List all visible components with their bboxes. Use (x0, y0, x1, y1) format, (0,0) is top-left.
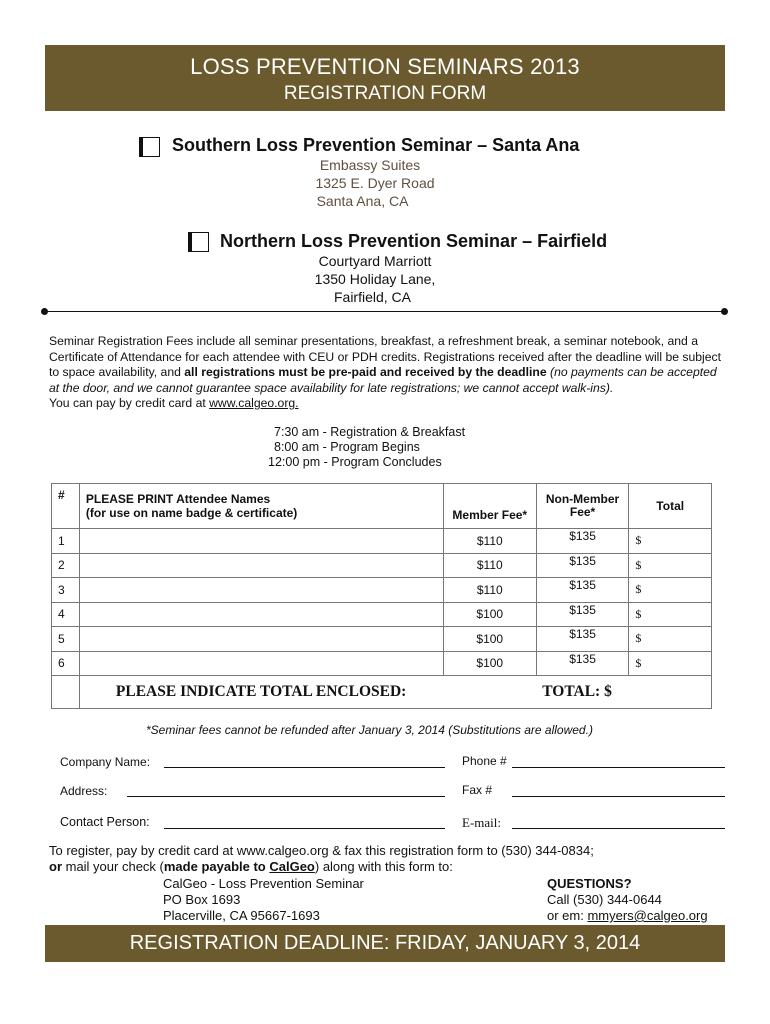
row-number: 6 (52, 651, 80, 676)
col-header-total: Total (629, 484, 712, 529)
nonmember-fee: $135 (536, 553, 629, 578)
attendee-name-input[interactable] (79, 578, 443, 603)
divider-dot-right (721, 308, 728, 315)
attendee-fee-table (51, 483, 712, 709)
nonmember-fee: $135 (536, 529, 629, 554)
col-header-names-line1: PLEASE PRINT Attendee Names (85, 492, 271, 506)
questions-email-link[interactable]: mmyers@calgeo.org (587, 908, 708, 923)
section-divider (45, 311, 725, 312)
seminar-santa-ana-venue: Embassy Suites (319, 157, 421, 173)
table-row (52, 651, 712, 676)
col-header-names-line2: (for use on name badge & certificate) (85, 506, 298, 520)
member-fee: $110 (443, 529, 536, 554)
nonmember-fee: $135 (536, 578, 629, 603)
calgeo-link[interactable]: www.calgeo.org. (209, 396, 299, 410)
email-label: E-mail: (462, 815, 501, 830)
company-name-field[interactable] (164, 767, 445, 768)
table-row (52, 553, 712, 578)
seminar-fairfield-title: Northern Loss Prevention Seminar – Fairfield (220, 231, 608, 251)
fee-info-deadline-bold: all registrations must be pre-paid and received by the deadline (184, 365, 547, 379)
row-number: 5 (52, 627, 80, 652)
row-total-input[interactable]: $ (629, 553, 712, 578)
seminar-fairfield-city: Fairfield, CA (333, 289, 412, 305)
table-row (52, 529, 712, 554)
divider-dot-left (41, 308, 48, 315)
fax-label: Fax # (462, 783, 493, 797)
address-field[interactable] (127, 796, 445, 797)
address-label: Address: (60, 784, 108, 798)
col-header-number: # (52, 484, 80, 529)
row-number: 2 (52, 553, 80, 578)
row-total-input[interactable]: $ (629, 578, 712, 603)
table-header-row (52, 484, 712, 529)
register-instructions-line1: To register, pay by credit card at www.calgeo.org & fax this registration form to (530) 344-0834; (49, 843, 594, 858)
mailing-address-line3: Placerville, CA 95667-1693 (163, 908, 320, 923)
row-total-input[interactable]: $ (629, 651, 712, 676)
seminar-fairfield-venue: Courtyard Marriott (318, 253, 432, 269)
member-fee: $110 (443, 553, 536, 578)
row-number: 4 (52, 602, 80, 627)
fee-info-italic: (no payments can be accepted at the door, and we cannot guarantee space availability for late registrations; we cannot accept walk-ins). (49, 365, 717, 395)
seminar-santa-ana-city: Santa Ana, CA (316, 193, 409, 209)
refund-note: *Seminar fees cannot be refunded after January 3, 2014 (Substitutions are allowed.) (146, 723, 593, 737)
member-fee: $100 (443, 627, 536, 652)
seminar-santa-ana-title: Southern Loss Prevention Seminar – Santa Ana (172, 135, 580, 155)
table-row (52, 578, 712, 603)
seminar-fairfield-address: 1350 Holiday Lane, (314, 271, 436, 287)
company-name-label: Company Name: (60, 755, 151, 769)
attendee-name-input[interactable] (79, 553, 443, 578)
table-total-row (52, 676, 712, 709)
seminar-santa-ana-address: 1325 E. Dyer Road (315, 175, 435, 191)
deadline-banner (45, 925, 725, 962)
fee-info-paragraph (49, 334, 725, 412)
phone-label: Phone # (462, 754, 507, 768)
mailing-address-line1: CalGeo - Loss Prevention Seminar (163, 876, 364, 891)
attendee-name-input[interactable] (79, 627, 443, 652)
fee-info-text: Seminar Registration Fees include all seminar presentations, breakfast, a refreshment break, a seminar notebook, and a Certificate of Attendance for each attendee with CEU or PDH credits. Registrations received after the deadline will be subject to space availability, and (49, 334, 722, 379)
register-payee: CalGeo (269, 859, 315, 874)
member-fee: $100 (443, 651, 536, 676)
total-enclosed-input[interactable]: TOTAL: $ (536, 676, 711, 709)
form-subtitle: REGISTRATION FORM (283, 83, 487, 104)
nonmember-fee: $135 (536, 651, 629, 676)
member-fee: $100 (443, 602, 536, 627)
total-row-spacer (52, 676, 80, 709)
row-total-input[interactable]: $ (629, 529, 712, 554)
mailing-address-line2: PO Box 1693 (163, 892, 241, 907)
table-row (52, 602, 712, 627)
col-header-names (79, 484, 443, 529)
questions-heading: QUESTIONS? (547, 876, 632, 891)
seminar-fairfield-checkbox[interactable] (191, 232, 209, 252)
register-payable-text: made payable to (163, 859, 270, 874)
questions-email (547, 908, 708, 925)
register-instructions-line2 (49, 859, 453, 876)
schedule-program-concludes: 12:00 pm - Program Concludes (268, 455, 442, 469)
deadline-text: REGISTRATION DEADLINE: FRIDAY, JANUARY 3, 2014 (129, 932, 641, 954)
row-total-input[interactable]: $ (629, 602, 712, 627)
email-field[interactable] (512, 828, 725, 829)
phone-field[interactable] (512, 767, 725, 768)
fee-info-pay: You can pay by credit card at (49, 396, 210, 410)
attendee-name-input[interactable] (79, 651, 443, 676)
row-number: 1 (52, 529, 80, 554)
register-or: or (49, 859, 62, 874)
schedule-registration: 7:30 am - Registration & Breakfast (274, 425, 466, 439)
row-total-input[interactable]: $ (629, 627, 712, 652)
member-fee: $110 (443, 578, 536, 603)
seminar-santa-ana-checkbox[interactable] (142, 137, 160, 157)
questions-email-prefix: or em: (547, 908, 588, 923)
register-mail-text: mail your check ( (62, 859, 164, 874)
attendee-name-input[interactable] (79, 602, 443, 627)
nonmember-fee: $135 (536, 602, 629, 627)
attendee-name-input[interactable] (79, 529, 443, 554)
header-banner (45, 45, 725, 111)
contact-person-field[interactable] (164, 828, 445, 829)
total-enclosed-label: PLEASE INDICATE TOTAL ENCLOSED: (79, 676, 536, 709)
col-header-nonmember-fee: Non-Member Fee* (536, 484, 629, 529)
contact-person-label: Contact Person: (60, 815, 150, 829)
form-title: LOSS PREVENTION SEMINARS 2013 (190, 54, 580, 79)
row-number: 3 (52, 578, 80, 603)
col-header-member-fee: Member Fee* (443, 484, 536, 529)
questions-phone: Call (530) 344-0644 (547, 892, 662, 907)
schedule-program-begins: 8:00 am - Program Begins (274, 440, 420, 454)
nonmember-fee: $135 (536, 627, 629, 652)
table-row (52, 627, 712, 652)
fax-field[interactable] (512, 796, 725, 797)
register-along-text: ) along with this form to: (314, 859, 453, 874)
